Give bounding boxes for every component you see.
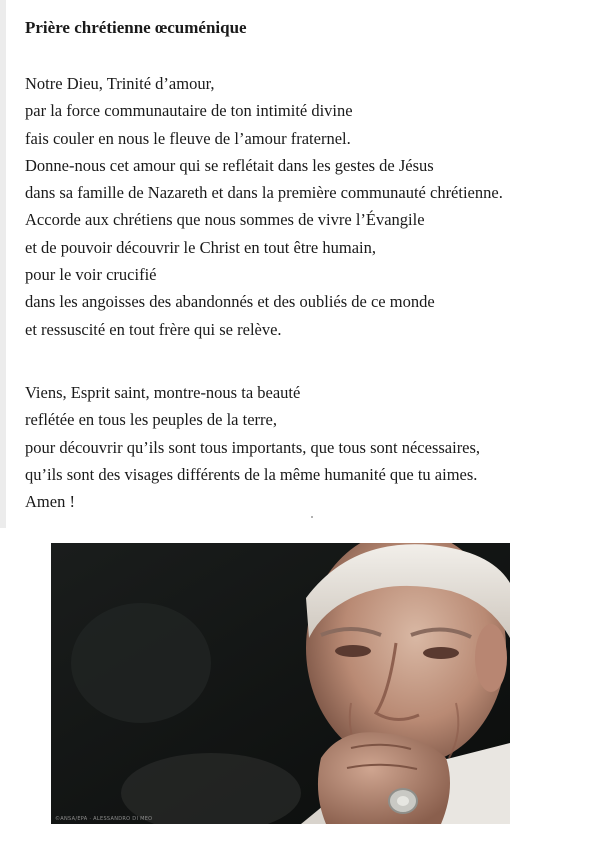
prayer-line: dans les angoisses des abandonnés et des oubliés de ce monde	[25, 292, 435, 312]
prayer-line: dans sa famille de Nazareth et dans la première communauté chrétienne.	[25, 183, 503, 203]
prayer-line: par la force communautaire de ton intimité divine	[25, 101, 353, 121]
prayer-line: Donne-nous cet amour qui se reflétait dans les gestes de Jésus	[25, 155, 434, 175]
prayer-line: Accorde aux chrétiens que nous sommes de vivre l’Évangile	[25, 210, 425, 230]
prayer-line: pour le voir crucifié	[25, 265, 157, 285]
prayer-line: Notre Dieu, Trinité d’amour,	[25, 74, 215, 93]
prayer-line: Viens, Esprit saint, montre-nous ta beauté	[25, 383, 301, 402]
separator-dot	[311, 516, 313, 518]
prayer-amen: Amen !	[25, 492, 75, 512]
pope-photo	[51, 543, 510, 824]
prayer-line: et ressuscité en tout frère qui se relève.	[25, 319, 282, 339]
prayer-line: pour découvrir qu’ils sont tous importants, que tous sont nécessaires,	[25, 437, 481, 457]
prayer-line: et de pouvoir découvrir le Christ en tout être humain,	[25, 237, 376, 257]
prayer-stanza-1	[25, 70, 503, 343]
photo-credit: ©ANSA/EPA · ALESSANDRO DI MEO	[55, 816, 153, 822]
prayer-line: qu’ils sont des visages différents de la même humanité que tu aimes.	[25, 464, 478, 484]
prayer-line: fais couler en nous le fleuve de l’amour fraternel.	[25, 128, 351, 148]
prayer-title: Prière chrétienne œcuménique	[25, 18, 247, 37]
prayer-stanza-2	[25, 379, 480, 515]
prayer-line: reflétée en tous les peuples de la terre,	[25, 410, 277, 430]
